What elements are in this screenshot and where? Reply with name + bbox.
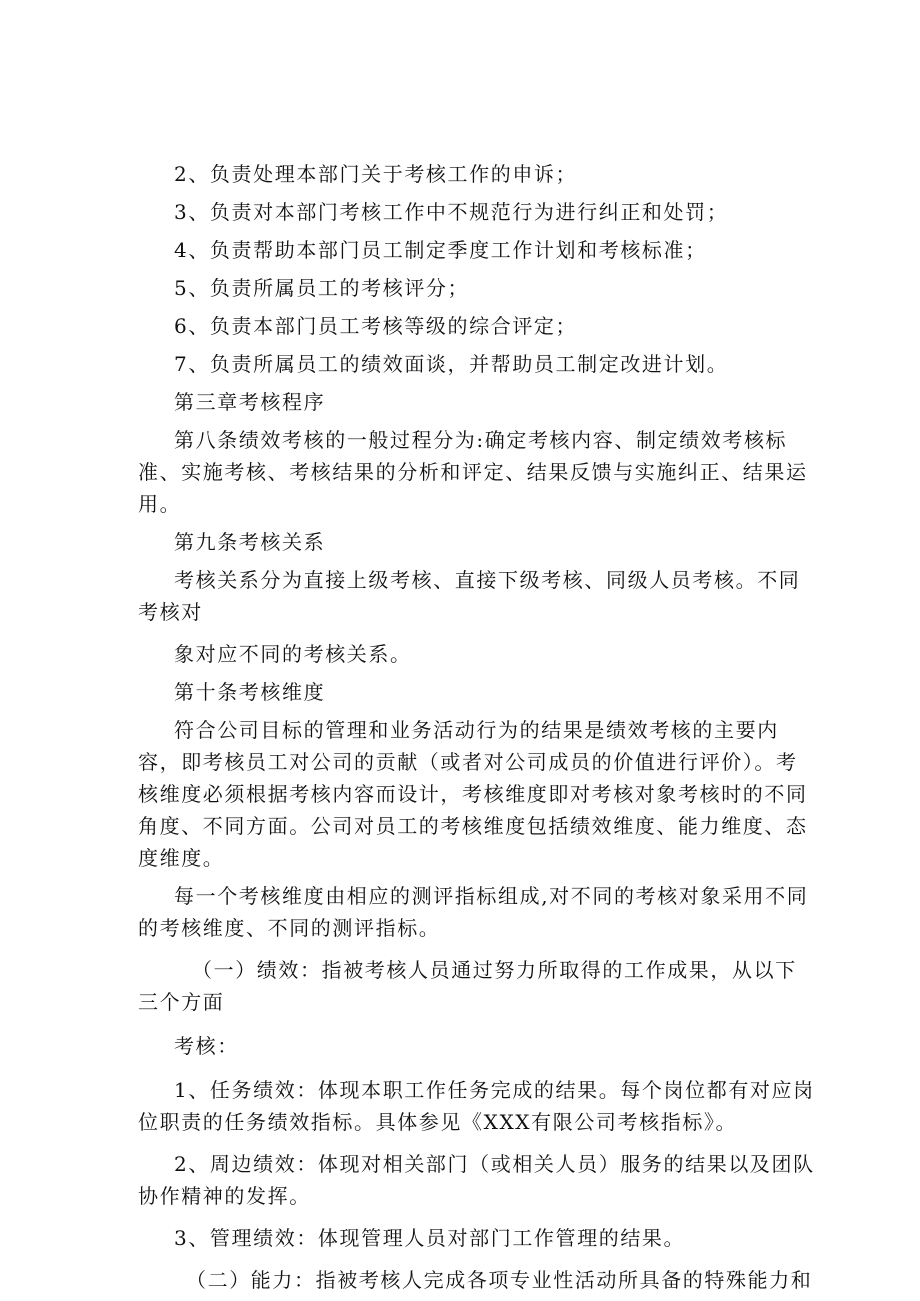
duty-item-2: 2、负责处理本部门关于考核工作的申诉； bbox=[174, 162, 578, 186]
article-9-body-line2: 象对应不同的考核关系。 bbox=[174, 642, 412, 666]
article-9-heading: 第九条考核关系 bbox=[174, 530, 326, 554]
dimension-description: 每一个考核维度由相应的测评指标组成,对不同的考核对象采用不同的考核维度、不同的测评指标。 bbox=[138, 884, 809, 940]
article-8: 第八条绩效考核的一般过程分为:确定考核内容、制定绩效考核标准、实施考核、考核结果的分析和评定、结果反馈与实施纠正、结果运用。 bbox=[138, 428, 808, 516]
duty-item-3: 3、负责对本部门考核工作中不规范行为进行纠正和处罚； bbox=[174, 200, 729, 224]
peripheral-performance: 2、周边绩效：体现对相关部门（或相关人员）服务的结果以及团队协作精神的发挥。 bbox=[138, 1152, 815, 1208]
performance-section-continued: 考核： bbox=[174, 1034, 239, 1058]
duty-item-7: 7、负责所属员工的绩效面谈，并帮助员工制定改进计划。 bbox=[174, 352, 729, 376]
duty-item-6: 6、负责本部门员工考核等级的综合评定； bbox=[174, 314, 578, 338]
task-performance: 1、任务绩效：体现本职工作任务完成的结果。每个岗位都有对应岗位职责的任务绩效指标。具体参见《XXX有限公司考核指标》。 bbox=[138, 1078, 815, 1134]
management-performance: 3、管理绩效：体现管理人员对部门工作管理的结果。 bbox=[174, 1226, 686, 1250]
article-10-heading: 第十条考核维度 bbox=[174, 680, 326, 704]
article-10-body: 符合公司目标的管理和业务活动行为的结果是绩效考核的主要内容，即考核员工对公司的贡献（或者对公司成员的价值进行评价）。考核维度必须根据考核内容而设计，考核维度即对考核对象考核时的不同角度、不同方面。公司对员工的考核维度包括绩效维度、能力维度、态度维度。 bbox=[138, 718, 808, 870]
article-9-body-line1: 考核关系分为直接上级考核、直接下级考核、同级人员考核。不同考核对 bbox=[138, 568, 801, 624]
document-body bbox=[138, 158, 818, 1296]
ability-section: （二）能力：指被考核人完成各项专业性活动所具备的特殊能力和 bbox=[186, 1268, 813, 1292]
duty-item-5: 5、负责所属员工的考核评分； bbox=[174, 276, 470, 300]
chapter-heading: 第三章考核程序 bbox=[174, 390, 326, 414]
duty-item-4: 4、负责帮助本部门员工制定季度工作计划和考核标准； bbox=[174, 238, 707, 262]
performance-section: （一）绩效：指被考核人员通过努力所取得的工作成果，从以下三个方面 bbox=[138, 958, 797, 1014]
